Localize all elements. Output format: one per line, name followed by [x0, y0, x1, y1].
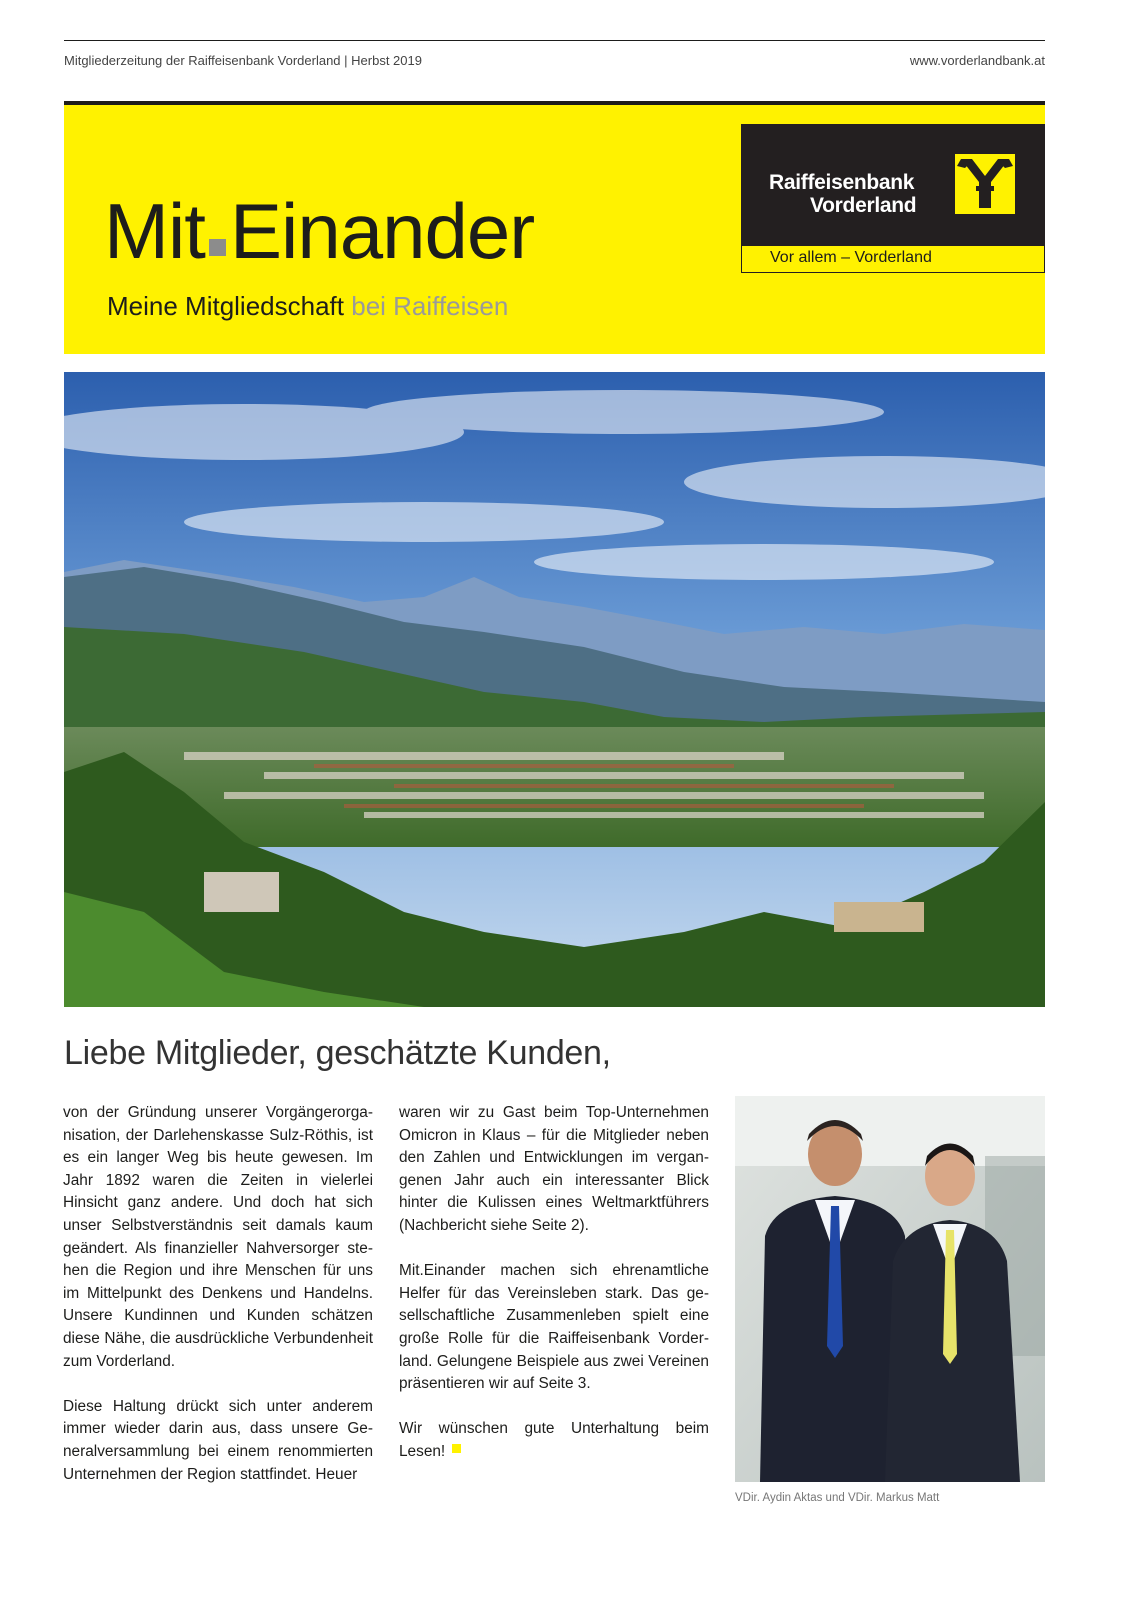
paragraph: Diese Haltung drückt sich unter anderem immer wieder darin aus, dass unsere Generalversammlung bei einem renommierten Unternehmen der Region stattfindet. Heuer	[63, 1397, 373, 1483]
subtitle-grey: bei Raiffeisen	[351, 291, 509, 321]
logo-name-line1: Raiffeisenbank	[769, 171, 915, 194]
title-dot	[209, 239, 226, 256]
raiffeisen-gable-cross-icon	[955, 154, 1015, 214]
paragraph-closing	[399, 1418, 709, 1463]
paragraph: Mit.Einander machen sich ehrenamtliche Helfer für das Vereinsleben stark. Das gesellschaftliche Zusammenleben spielt eine große Rolle für die Raiffeisenbank Vorderland. Gelungene Beispiele aus zwei Vereinen präsentieren wir auf Seite 3.	[399, 1262, 709, 1393]
masthead-title	[104, 187, 535, 275]
article-headline: Liebe Mitglieder, geschätzte Kunden,	[64, 1034, 611, 1072]
article-column-2	[399, 1102, 709, 1486]
closing-text: Wir wünschen gute Unterhaltung beim Lesen!	[399, 1420, 709, 1460]
title-part-1: Mit	[104, 187, 205, 275]
header-rule	[64, 40, 1045, 41]
photo-caption: VDir. Aydin Aktas und VDir. Markus Matt	[735, 1492, 940, 1504]
directors-photo	[735, 1096, 1045, 1482]
paragraph: von der Gründung unserer Vorgängerorganisation, der Darlehenskasse Sulz-Röthis, ist es ein langer Weg bis heute gewesen. Im Jahr 1892 waren die Zeiten in vielerlei Hinsicht ganz andere. Und doch hat sich unser Selbstverständnis seit damals kaum geändert. Als finanzieller Nahversorger stehen die Region und ihre Menschen für uns im Mittelpunkt des Denkens und Handelns. Unsere Kundinnen und Kunden schätzen diese Nähe, die ausdrückliche Verbundenheit zum Vorderland.	[63, 1104, 373, 1370]
logo-slogan: Vor allem – Vorderland	[770, 249, 932, 266]
end-mark-icon	[452, 1444, 461, 1453]
article-column-1	[63, 1102, 373, 1509]
publication-info: Mitgliederzeitung der Raiffeisenbank Vorderland | Herbst 2019	[64, 53, 422, 68]
landscape-photo	[64, 372, 1045, 1007]
title-part-2: Einander	[229, 187, 535, 275]
paragraph: waren wir zu Gast beim Top-Unternehmen Omicron in Klaus – für die Mitglieder neben den Zahlen und Entwicklungen im vergangenen Jahr auch ein interessanter Blick hinter die Kulissen eines Weltmarktführers (Nachbericht siehe Seite 2).	[399, 1104, 709, 1234]
masthead-subtitle	[107, 291, 508, 322]
website-link[interactable]: www.vorderlandbank.at	[909, 53, 1045, 68]
subtitle-main: Meine Mitgliedschaft	[107, 291, 344, 321]
logo-name-line2: Vorderland	[810, 194, 917, 217]
